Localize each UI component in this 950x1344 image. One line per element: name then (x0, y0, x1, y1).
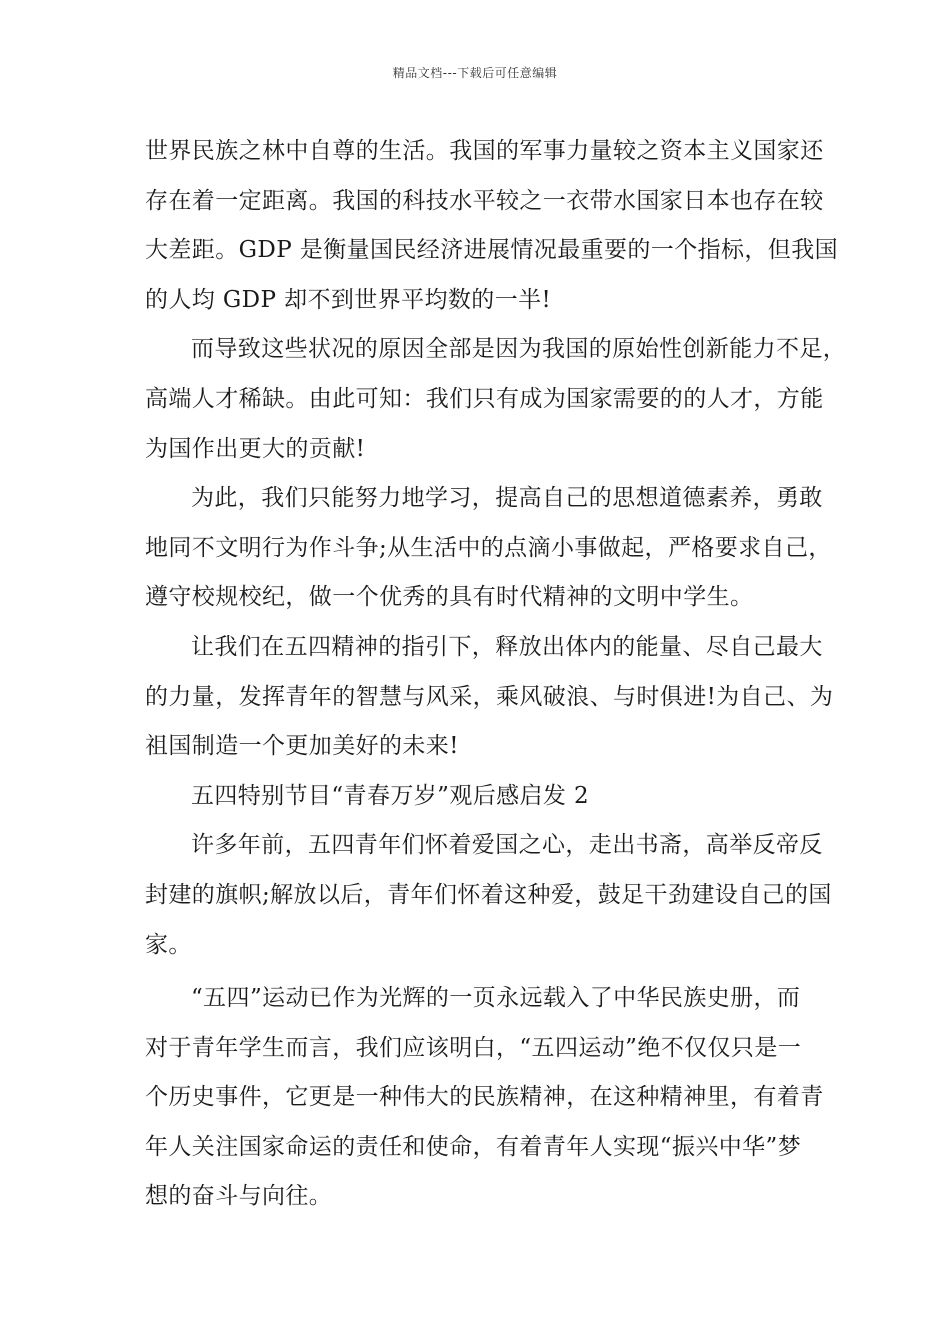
text-line: 为此，我们只能努力地学习，提高自己的思想道德素养，勇敢 (191, 485, 823, 512)
text-line: 让我们在五四精神的指引下，释放出体内的能量、尽自己最大 (191, 633, 823, 660)
text-line: 大差距。GDP 是衡量国民经济进展情况最重要的一个指标，但我国 (145, 237, 838, 264)
text-line: 世界民族之林中自尊的生活。我国的军事力量较之资本主义国家还 (145, 138, 824, 164)
heading-line: 五四特别节目“青春万岁”观后感启发 2 (191, 782, 590, 809)
text-line: 地同不文明行为作斗争;从生活中的点滴小事做起，严格要求自己， (145, 534, 832, 561)
paragraph-1 (145, 127, 838, 325)
page-header: 精品文档---下载后可任意编辑 (392, 66, 558, 80)
text-line: 高端人才稀缺。由此可知：我们只有成为国家需要的的人才，方能 (145, 385, 824, 412)
text-line: 对于青年学生而言，我们应该明白，“五四运动”绝不仅仅只是一 (145, 1034, 802, 1061)
text-line: 遵守校规校纪，做一个优秀的具有时代精神的文明中学生。 (145, 584, 754, 611)
text-line: 个历史事件，它更是一种伟大的民族精神，在这种精神里，有着青 (145, 1084, 824, 1111)
text-line: 存在着一定距离。我国的科技水平较之一衣带水国家日本也存在较 (145, 187, 824, 214)
text-line: 而导致这些状况的原因全部是因为我国的原始性创新能力不足， (191, 336, 847, 363)
text-line: 为国作出更大的贡献! (145, 435, 366, 462)
paragraph-2 (145, 325, 847, 474)
text-line: 祖国制造一个更加美好的未来! (145, 733, 459, 760)
text-line: 许多年前，五四青年们怀着爱国之心，走出书斋，高举反帝反 (191, 832, 823, 859)
paragraph-3 (145, 474, 832, 623)
paragraph-5 (145, 821, 832, 970)
section-heading (145, 772, 815, 822)
text-line: 封建的旗帜;解放以后，青年们怀着这种爱，鼓足干劲建设自己的国 (145, 881, 832, 908)
text-line: “五四”运动已作为光辉的一页永远载入了中华民族史册，而 (191, 985, 801, 1012)
text-line: 年人关注国家命运的责任和使命，有着青年人实现“振兴中华”梦 (145, 1133, 802, 1160)
paragraph-6 (145, 974, 824, 1222)
text-line: 的人均 GDP 却不到世界平均数的一半! (145, 286, 552, 313)
paragraph-4 (145, 623, 834, 772)
document-body (145, 127, 847, 1222)
text-line: 家。 (145, 931, 192, 958)
text-line: 想的奋斗与向往。 (145, 1183, 333, 1210)
text-line: 的力量，发挥青年的智慧与风采，乘风破浪、与时俱进!为自己、为 (145, 683, 834, 710)
